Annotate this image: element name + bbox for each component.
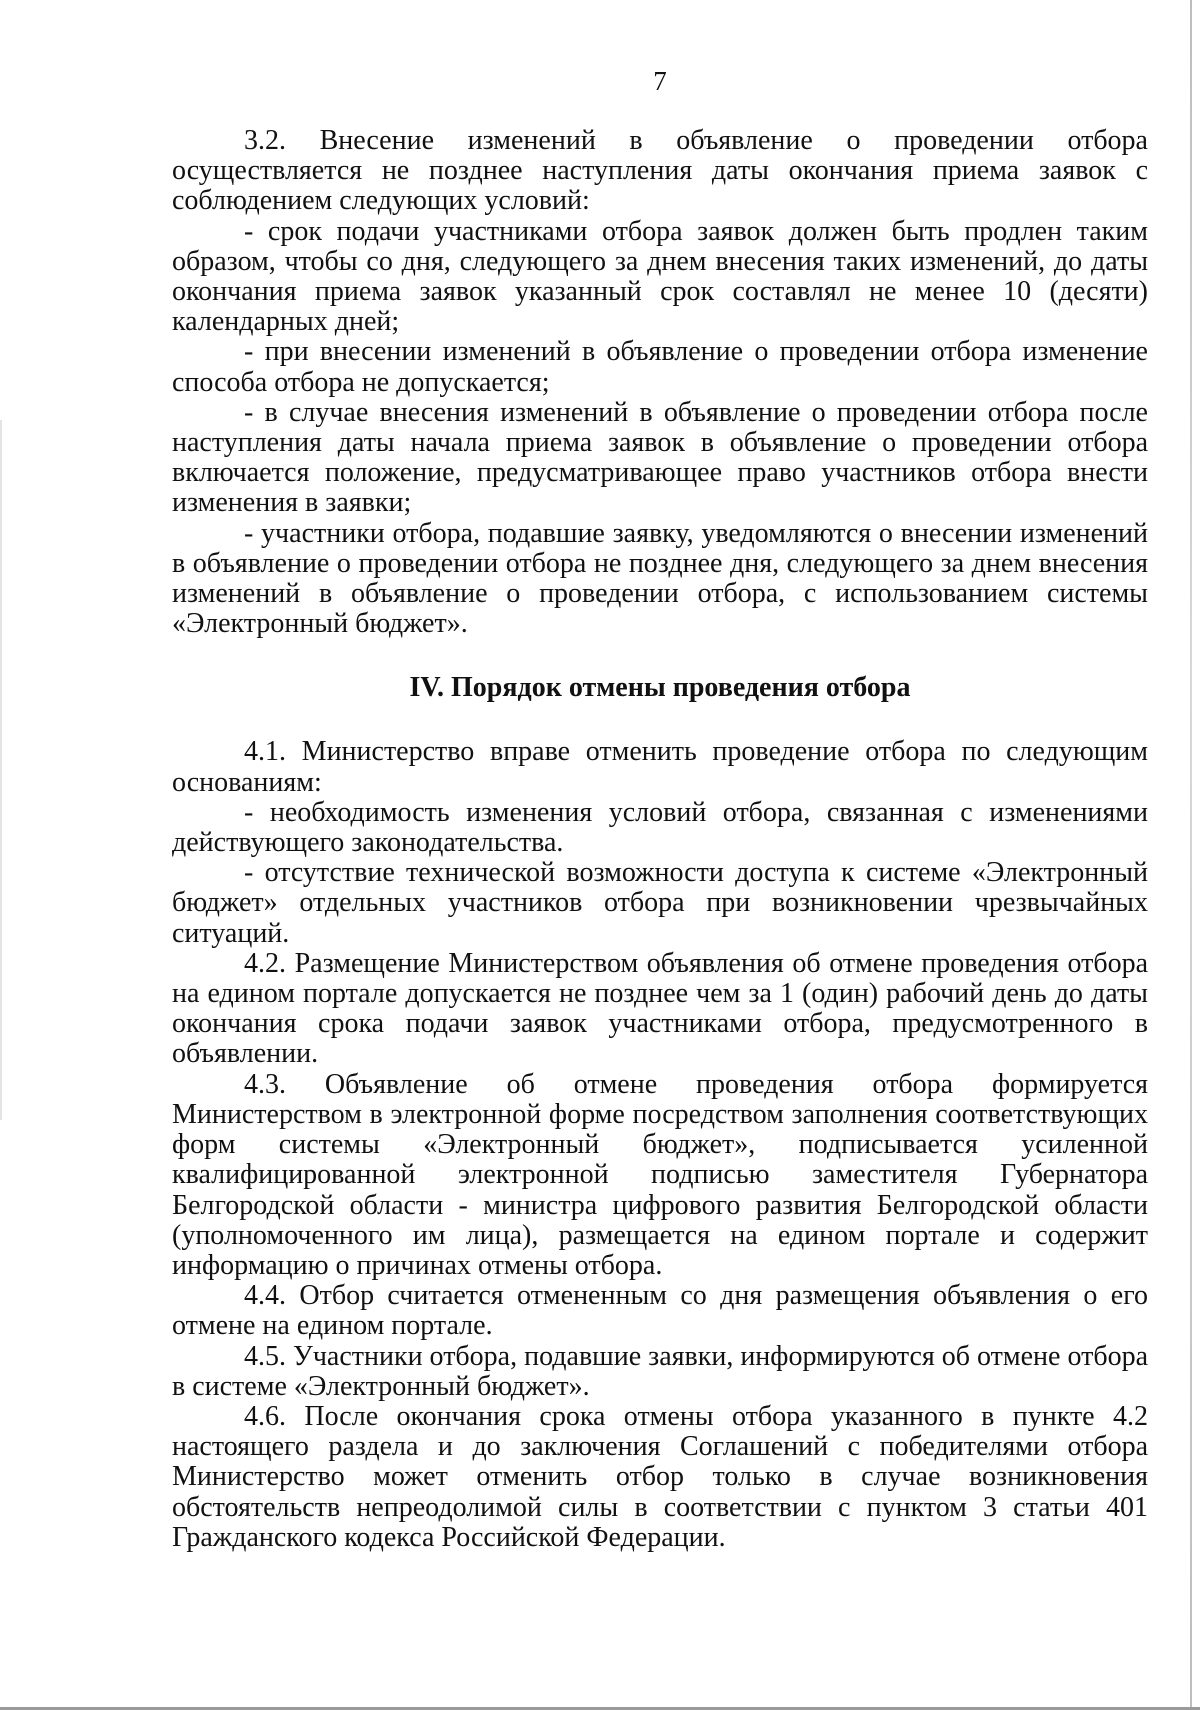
paragraph-4-4: 4.4. Отбор считается отмененным со дня размещения объявления о его отмене на едином портале. — [172, 1280, 1148, 1342]
scan-edge-left — [0, 420, 2, 1120]
list-item-term-extension: - срок подачи участниками отбора заявок должен быть продлен таким образом, чтобы со дня, следующего за днем внесения таких изменений, до даты окончания приема заявок указанный срок составлял не менее 10 (десяти) календарных дней; — [172, 215, 1148, 338]
list-item-no-technical-access: - отсутствие технической возможности доступа к системе «Электронный бюджет» отдельных участников отбора при возникновении чрезвычайных ситуаций. — [172, 857, 1148, 949]
list-item-application-changes: - в случае внесения изменений в объявление о проведении отбора после наступления даты начала приема заявок в объявление о проведении отбора включается положение, предусматривающее право участников отбора внести изменения в заявки; — [172, 396, 1148, 519]
list-item-participant-notice: - участники отбора, подавшие заявку, уведомляются о внесении изменений в объявление о проведении отбора не позднее дня, следующего за днем внесения изменений в объявление о проведении отбора, с использованием системы «Электронный бюджет». — [172, 517, 1148, 640]
paragraph-4-1: 4.1. Министерство вправе отменить проведение отбора по следующим основаниям: — [172, 736, 1148, 798]
paragraph-3-2: 3.2. Внесение изменений в объявление о проведении отбора осуществляется не позднее наступления даты окончания приема заявок с соблюдением следующих условий: — [172, 125, 1148, 217]
paragraph-4-6: 4.6. После окончания срока отмены отбора указанного в пункте 4.2 настоящего раздела и до заключения Соглашений с победителями отбора Министерство может отменить отбор только в случае возникновения обстоятельств непреодолимой силы в соответствии с пунктом 3 статьи 401 Гражданского кодекса Российской Федерации. — [172, 1400, 1148, 1553]
paragraph-4-3: 4.3. Объявление об отмене проведения отбора формируется Министерством в электронной форме посредством заполнения соответствующих форм системы «Электронный бюджет», подписывается усиленной квалифицированной электронной подписью заместителя Губернатора Белгородской области - министра цифрового развития Белгородской области (уполномоченного им лица), размещается на едином портале и содержит информацию о причинах отмены отбора. — [172, 1068, 1148, 1281]
paragraph-4-2: 4.2. Размещение Министерством объявления об отмене проведения отбора на едином портале допускается не позднее чем за 1 (один) рабочий день до даты окончания срока подачи заявок участниками отбора, предусмотренного в объявлении. — [172, 947, 1148, 1070]
page-number: 7 — [653, 66, 667, 96]
list-item-method-change: - при внесении изменений в объявление о проведении отбора изменение способа отбора не допускается; — [172, 336, 1148, 398]
scan-edge-right — [1190, 0, 1192, 1710]
section-heading: IV. Порядок отмены проведения отбора — [409, 672, 911, 704]
list-item-legislation-change: - необходимость изменения условий отбора, связанная с изменениями действующего законодательства. — [172, 796, 1148, 859]
document-body — [172, 126, 1148, 1553]
paragraph-4-5: 4.5. Участники отбора, подавшие заявки, информируются об отмене отбора в системе «Электронный бюджет». — [172, 1340, 1148, 1402]
